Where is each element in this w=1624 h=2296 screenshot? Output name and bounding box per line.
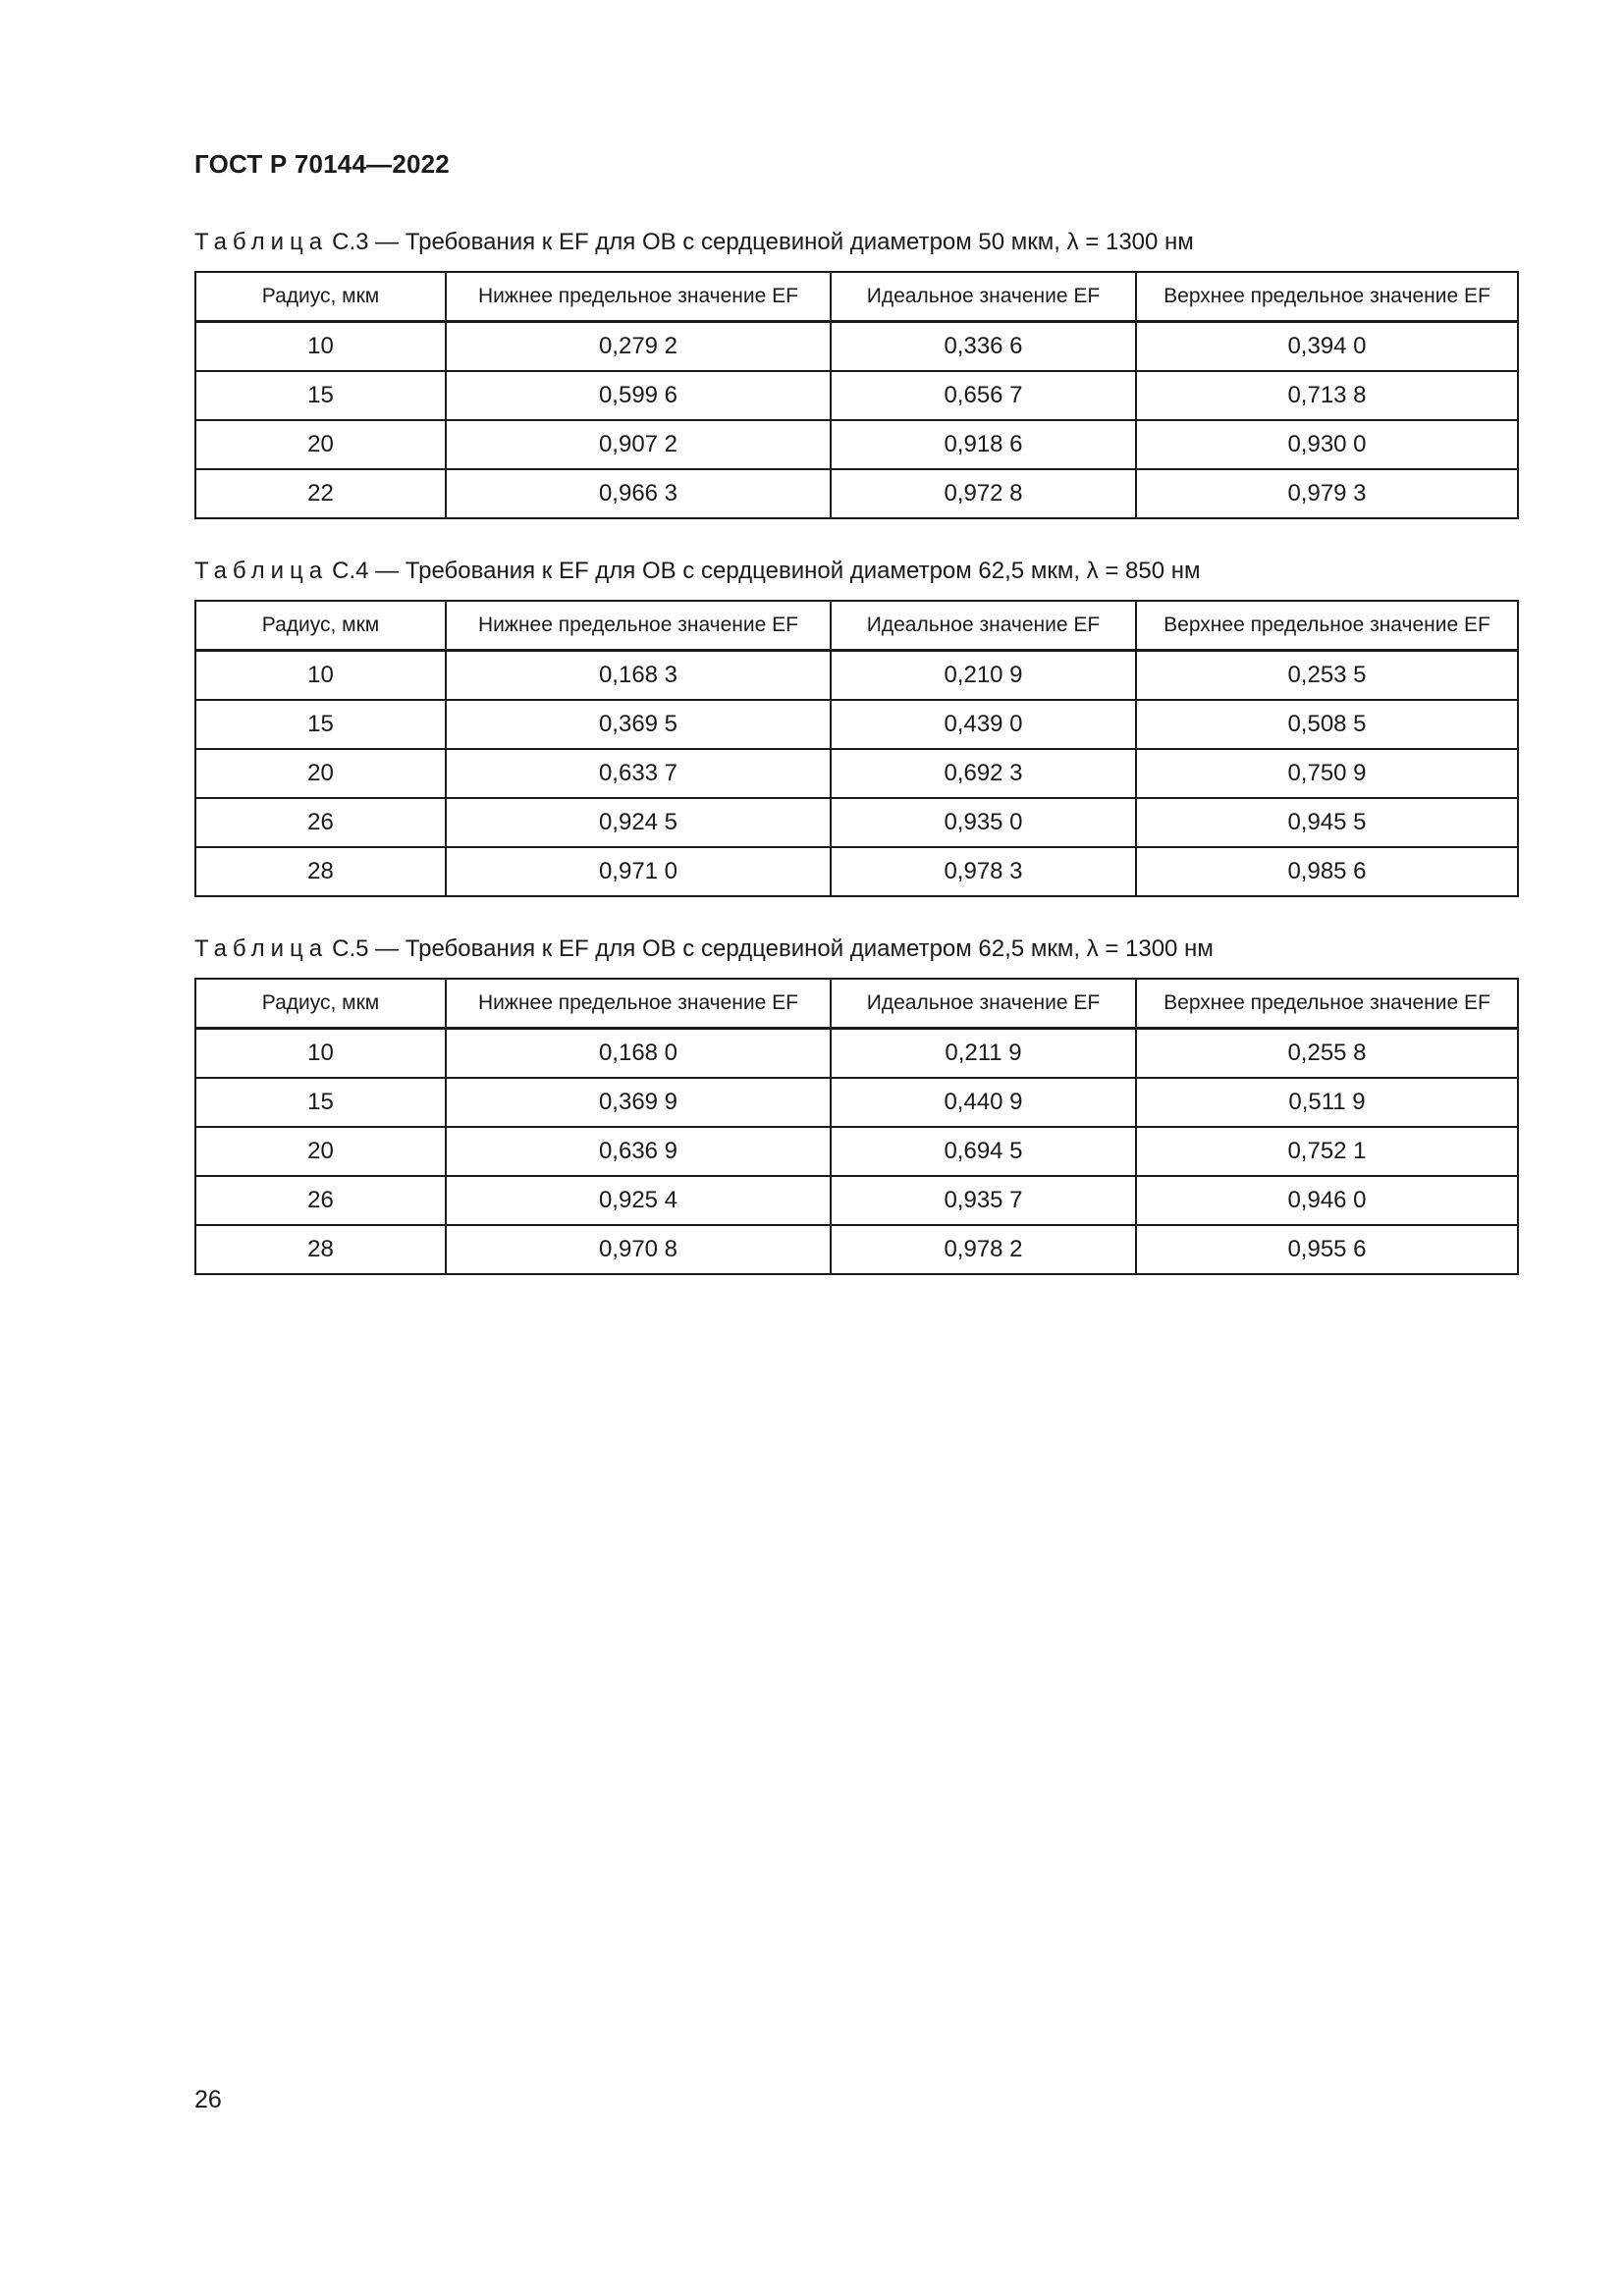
- cell-radius: 26: [195, 1176, 446, 1225]
- table-c5-block: [194, 934, 1519, 1275]
- cell-ideal: 0,978 3: [831, 847, 1136, 896]
- cell-upper: 0,255 8: [1136, 1029, 1518, 1079]
- cell-upper: 0,394 0: [1136, 322, 1518, 372]
- cell-upper: 0,508 5: [1136, 700, 1518, 749]
- cell-lower: 0,924 5: [446, 798, 831, 847]
- table-caption: [194, 228, 1519, 257]
- cell-radius: 20: [195, 420, 446, 469]
- page-number: 26: [194, 2086, 222, 2113]
- table-header-row: [195, 601, 1518, 651]
- cell-lower: 0,369 5: [446, 700, 831, 749]
- cell-ideal: 0,439 0: [831, 700, 1136, 749]
- cell-lower: 0,168 0: [446, 1029, 831, 1079]
- column-header-ideal: Идеальное значение EF: [831, 979, 1136, 1029]
- cell-lower: 0,636 9: [446, 1127, 831, 1176]
- cell-radius: 28: [195, 1225, 446, 1274]
- cell-radius: 26: [195, 798, 446, 847]
- table-c4: [194, 600, 1519, 897]
- column-header-upper-limit: Верхнее предельное значение EF: [1136, 272, 1518, 322]
- table-caption: [194, 934, 1519, 964]
- table-header-row: [195, 272, 1518, 322]
- cell-ideal: 0,918 6: [831, 420, 1136, 469]
- cell-lower: 0,925 4: [446, 1176, 831, 1225]
- cell-upper: 0,945 5: [1136, 798, 1518, 847]
- cell-upper: 0,253 5: [1136, 651, 1518, 701]
- cell-upper: 0,955 6: [1136, 1225, 1518, 1274]
- cell-lower: 0,633 7: [446, 749, 831, 798]
- cell-radius: 22: [195, 469, 446, 518]
- cell-ideal: 0,972 8: [831, 469, 1136, 518]
- cell-lower: 0,168 3: [446, 651, 831, 701]
- table-row: [195, 371, 1518, 420]
- table-c5: [194, 978, 1519, 1275]
- cell-ideal: 0,656 7: [831, 371, 1136, 420]
- cell-ideal: 0,694 5: [831, 1127, 1136, 1176]
- cell-ideal: 0,935 0: [831, 798, 1136, 847]
- column-header-lower-limit: Нижнее предельное значение EF: [446, 979, 831, 1029]
- cell-upper: 0,946 0: [1136, 1176, 1518, 1225]
- table-row: [195, 1029, 1518, 1079]
- table-caption-label: Таблица: [194, 935, 329, 962]
- cell-upper: 0,979 3: [1136, 469, 1518, 518]
- table-row: [195, 700, 1518, 749]
- column-header-upper-limit: Верхнее предельное значение EF: [1136, 601, 1518, 651]
- column-header-radius: Радиус, мкм: [195, 601, 446, 651]
- table-row: [195, 1127, 1518, 1176]
- column-header-lower-limit: Нижнее предельное значение EF: [446, 601, 831, 651]
- cell-ideal: 0,935 7: [831, 1176, 1136, 1225]
- table-row: [195, 322, 1518, 372]
- cell-upper: 0,713 8: [1136, 371, 1518, 420]
- cell-lower: 0,599 6: [446, 371, 831, 420]
- table-caption: [194, 557, 1519, 586]
- cell-upper: 0,985 6: [1136, 847, 1518, 896]
- cell-ideal: 0,692 3: [831, 749, 1136, 798]
- column-header-lower-limit: Нижнее предельное значение EF: [446, 272, 831, 322]
- column-header-ideal: Идеальное значение EF: [831, 272, 1136, 322]
- table-caption-label: Таблица: [194, 229, 329, 255]
- table-row: [195, 847, 1518, 896]
- cell-upper: 0,752 1: [1136, 1127, 1518, 1176]
- table-row: [195, 749, 1518, 798]
- column-header-ideal: Идеальное значение EF: [831, 601, 1136, 651]
- cell-lower: 0,966 3: [446, 469, 831, 518]
- column-header-upper-limit: Верхнее предельное значение EF: [1136, 979, 1518, 1029]
- document-header: ГОСТ Р 70144—2022: [194, 149, 450, 179]
- cell-upper: 0,750 9: [1136, 749, 1518, 798]
- cell-radius: 15: [195, 700, 446, 749]
- table-caption-text: С.3 — Требования к EF для ОВ с сердцевиной диаметром 50 мкм, λ = 1300 нм: [332, 229, 1194, 255]
- table-row: [195, 798, 1518, 847]
- table-row: [195, 1225, 1518, 1274]
- cell-lower: 0,971 0: [446, 847, 831, 896]
- table-header-row: [195, 979, 1518, 1029]
- table-row: [195, 469, 1518, 518]
- table-c3: [194, 271, 1519, 519]
- cell-radius: 10: [195, 1029, 446, 1079]
- column-header-radius: Радиус, мкм: [195, 272, 446, 322]
- cell-lower: 0,369 9: [446, 1078, 831, 1127]
- table-row: [195, 1176, 1518, 1225]
- cell-radius: 10: [195, 651, 446, 701]
- table-c3-block: [194, 228, 1519, 519]
- cell-ideal: 0,336 6: [831, 322, 1136, 372]
- cell-ideal: 0,210 9: [831, 651, 1136, 701]
- table-row: [195, 651, 1518, 701]
- cell-radius: 20: [195, 1127, 446, 1176]
- cell-upper: 0,930 0: [1136, 420, 1518, 469]
- cell-lower: 0,970 8: [446, 1225, 831, 1274]
- table-caption-label: Таблица: [194, 558, 329, 584]
- table-c4-block: [194, 557, 1519, 897]
- cell-ideal: 0,978 2: [831, 1225, 1136, 1274]
- cell-radius: 10: [195, 322, 446, 372]
- cell-lower: 0,907 2: [446, 420, 831, 469]
- column-header-radius: Радиус, мкм: [195, 979, 446, 1029]
- cell-ideal: 0,440 9: [831, 1078, 1136, 1127]
- cell-radius: 15: [195, 1078, 446, 1127]
- cell-radius: 15: [195, 371, 446, 420]
- table-caption-text: С.5 — Требования к EF для ОВ с сердцевиной диаметром 62,5 мкм, λ = 1300 нм: [332, 935, 1214, 962]
- cell-upper: 0,511 9: [1136, 1078, 1518, 1127]
- cell-radius: 20: [195, 749, 446, 798]
- table-row: [195, 420, 1518, 469]
- cell-radius: 28: [195, 847, 446, 896]
- table-row: [195, 1078, 1518, 1127]
- table-caption-text: С.4 — Требования к EF для ОВ с сердцевиной диаметром 62,5 мкм, λ = 850 нм: [332, 558, 1201, 584]
- cell-lower: 0,279 2: [446, 322, 831, 372]
- cell-ideal: 0,211 9: [831, 1029, 1136, 1079]
